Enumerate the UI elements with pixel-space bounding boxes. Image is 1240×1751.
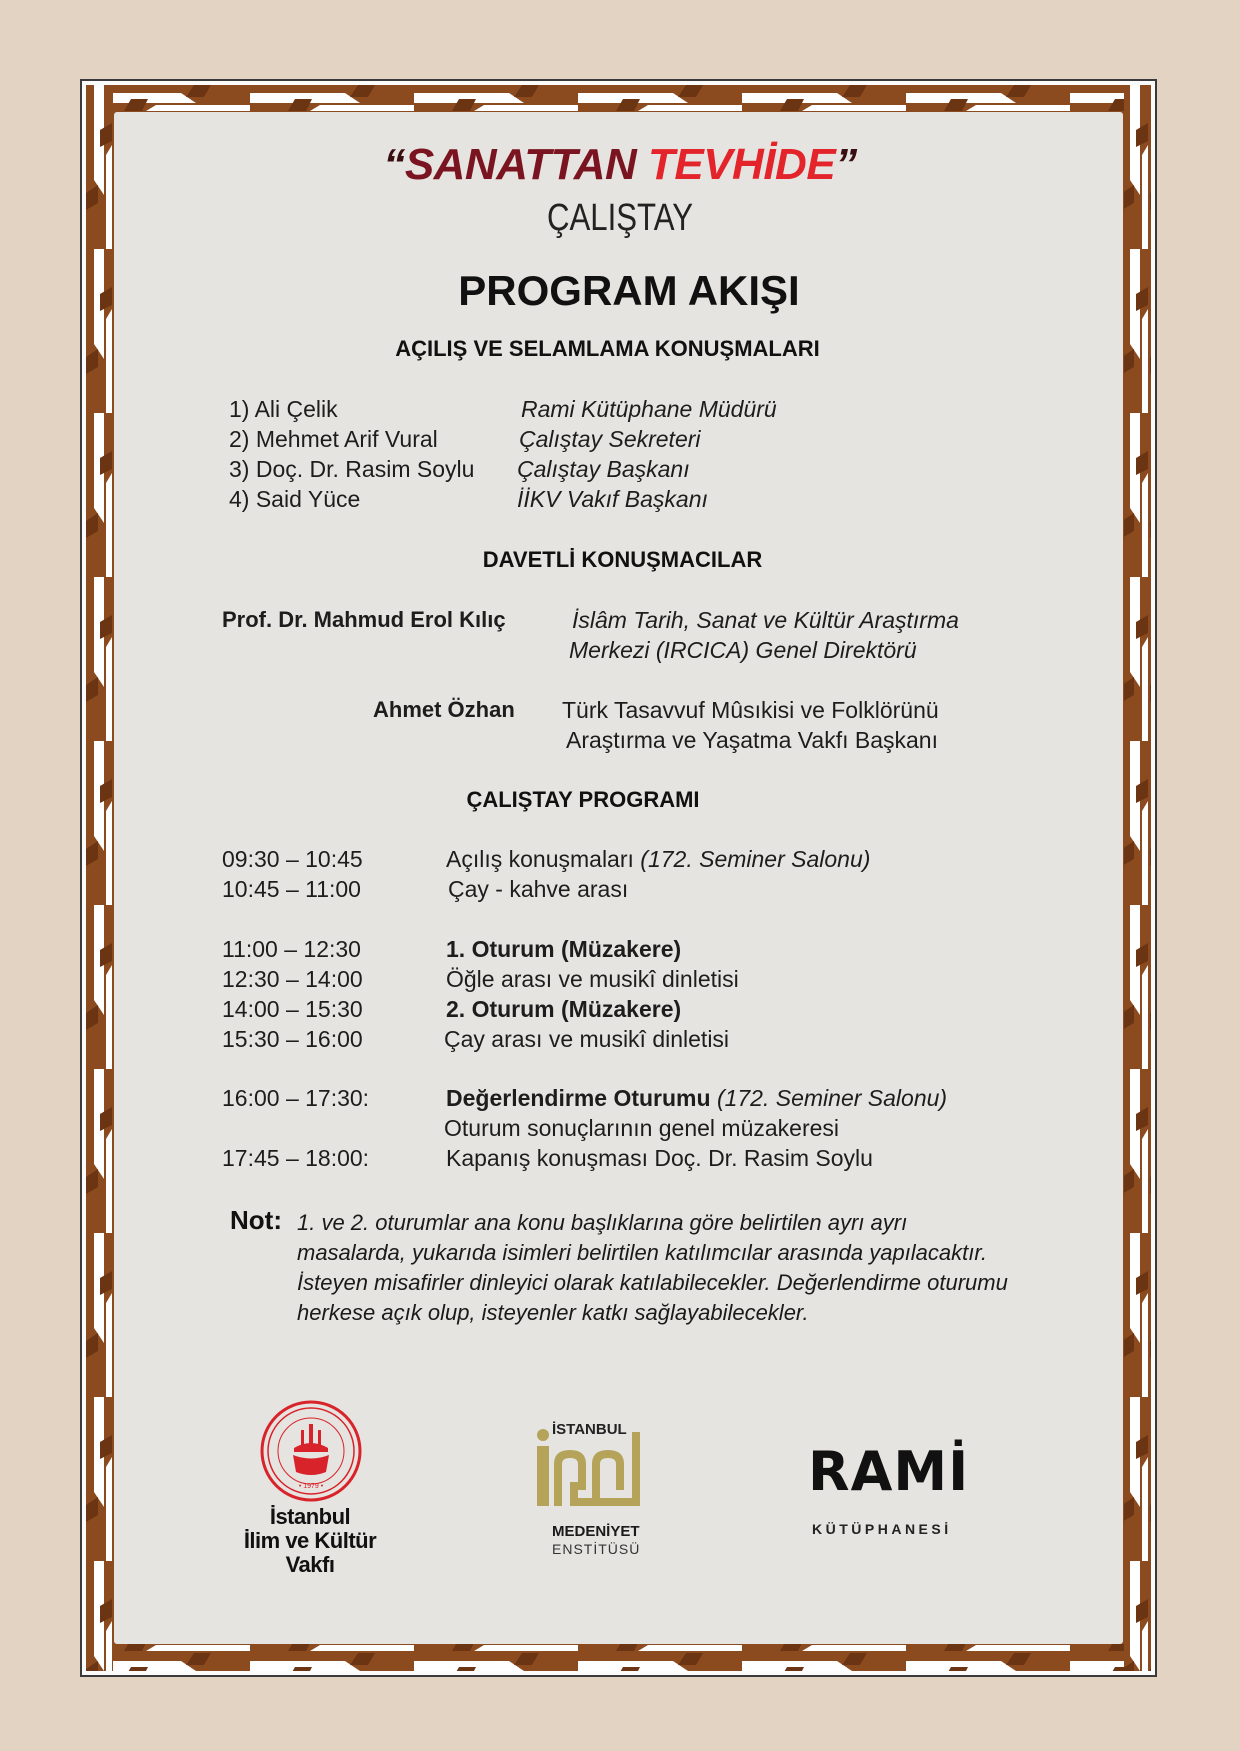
event-title (0, 140, 1240, 190)
opening-speaker-role: Rami Kütüphane Müdürü (521, 396, 777, 422)
schedule-time: 11:00 – 12:30 (222, 936, 361, 962)
opening-speaker-name: 2) Mehmet Arif Vural (229, 426, 438, 452)
invited-speaker-name: Prof. Dr. Mahmud Erol Kılıç (222, 607, 506, 632)
invited-heading: DAVETLİ KONUŞMACILAR (482, 547, 763, 572)
opening-speaker-role: Çalıştay Sekreteri (519, 426, 701, 452)
schedule-activity-text: Açılış konuşmaları (446, 846, 641, 872)
schedule-activity (446, 846, 870, 873)
schedule-location: (172. Seminer Salonu) (716, 1085, 948, 1111)
schedule-activity: Çay arası ve musikî dinletisi (444, 1026, 730, 1052)
svg-text:İSTANBUL: İSTANBUL (552, 1421, 627, 1438)
schedule-activity-text: Değerlendirme Oturumu (446, 1085, 717, 1111)
schedule-time: 17:45 – 18:00: (222, 1145, 370, 1171)
iikv-seal-icon (260, 1400, 362, 1502)
event-subtitle: ÇALIŞTAY (546, 197, 694, 239)
iikv-line-3: Vakfı (285, 1552, 335, 1577)
opening-speaker-role: İİKV Vakıf Başkanı (517, 486, 708, 512)
schedule-location: (172. Seminer Salonu) (640, 846, 871, 872)
rami-wordmark: RAMİ (808, 1440, 970, 1503)
svg-text:ENSTİTÜSÜ: ENSTİTÜSÜ (552, 1541, 641, 1557)
schedule-activity: Öğle arası ve musikî dinletisi (446, 966, 739, 992)
invited-speaker-role-line1: İslâm Tarih, Sanat ve Kültür Araştırma (572, 607, 959, 633)
schedule-time: 15:30 – 16:00 (222, 1026, 363, 1052)
title-part-1: SANATTAN (404, 140, 648, 189)
note-text: 1. ve 2. oturumlar ana konu başlıklarına göre belirtilen ayrı ayrı masalarda, yukarıda isimleri belirtilen katılımcılar arasında yapılacaktır. İsteyen misafirler dinleyici olarak katılabilecekler. Değerlendirme oturumu herkese açık olup, isteyenler katkı sağlayabilecekler. (297, 1210, 1008, 1325)
istanbul-medeniyet-logo-icon (530, 1420, 670, 1560)
opening-speaker-name: 4) Said Yüce (229, 486, 361, 512)
schedule-activity (446, 1085, 947, 1112)
rami-subtitle: KÜTÜPHANESİ (812, 1521, 952, 1537)
title-part-2: TEVHİDE (647, 140, 836, 189)
schedule-time: 12:30 – 14:00 (222, 966, 363, 992)
schedule-detail: Oturum sonuçlarının genel müzakeresi (444, 1115, 840, 1141)
iikv-line-2: İlim ve Kültür (243, 1528, 377, 1553)
title-open-quote: “ (383, 140, 405, 189)
schedule-time: 16:00 – 17:30: (222, 1085, 370, 1111)
schedule-time: 14:00 – 15:30 (222, 996, 363, 1022)
rami-logo (808, 1440, 969, 1503)
schedule-activity: Kapanış konuşması Doç. Dr. Rasim Soylu (446, 1145, 873, 1171)
opening-heading: AÇILIŞ VE SELAMLAMA KONUŞMALARI (395, 336, 820, 361)
invited-speaker-role-line2: Merkezi (IRCICA) Genel Direktörü (569, 637, 917, 663)
schedule-time: 09:30 – 10:45 (222, 846, 363, 872)
schedule-activity: Çay - kahve arası (448, 876, 629, 902)
title-close-quote: ” (835, 140, 857, 189)
schedule-time: 10:45 – 11:00 (222, 876, 361, 902)
svg-text:MEDENİYET: MEDENİYET (552, 1523, 640, 1540)
schedule-activity: 1. Oturum (Müzakere) (446, 936, 682, 962)
opening-speaker-role: Çalıştay Başkanı (517, 456, 690, 482)
iikv-logo-text (240, 1505, 380, 1577)
opening-speaker-name: 1) Ali Çelik (229, 396, 338, 422)
note-label: Not: (230, 1205, 282, 1235)
iikv-line-1: İstanbul (269, 1504, 351, 1529)
opening-speaker-name: 3) Doç. Dr. Rasim Soylu (229, 456, 475, 482)
invited-speaker-role-line2: Araştırma ve Yaşatma Vakfı Başkanı (566, 727, 938, 753)
schedule-activity: 2. Oturum (Müzakere) (446, 996, 682, 1022)
svg-text:• 1979 •: • 1979 • (298, 1483, 324, 1490)
schedule-heading: ÇALIŞTAY PROGRAMI (466, 787, 700, 812)
invited-speaker-role-line1: Türk Tasavvuf Mûsıkisi ve Folklörünü (562, 697, 939, 723)
page-title: PROGRAM AKIŞI (458, 267, 800, 314)
invited-speaker-name: Ahmet Özhan (373, 697, 515, 722)
